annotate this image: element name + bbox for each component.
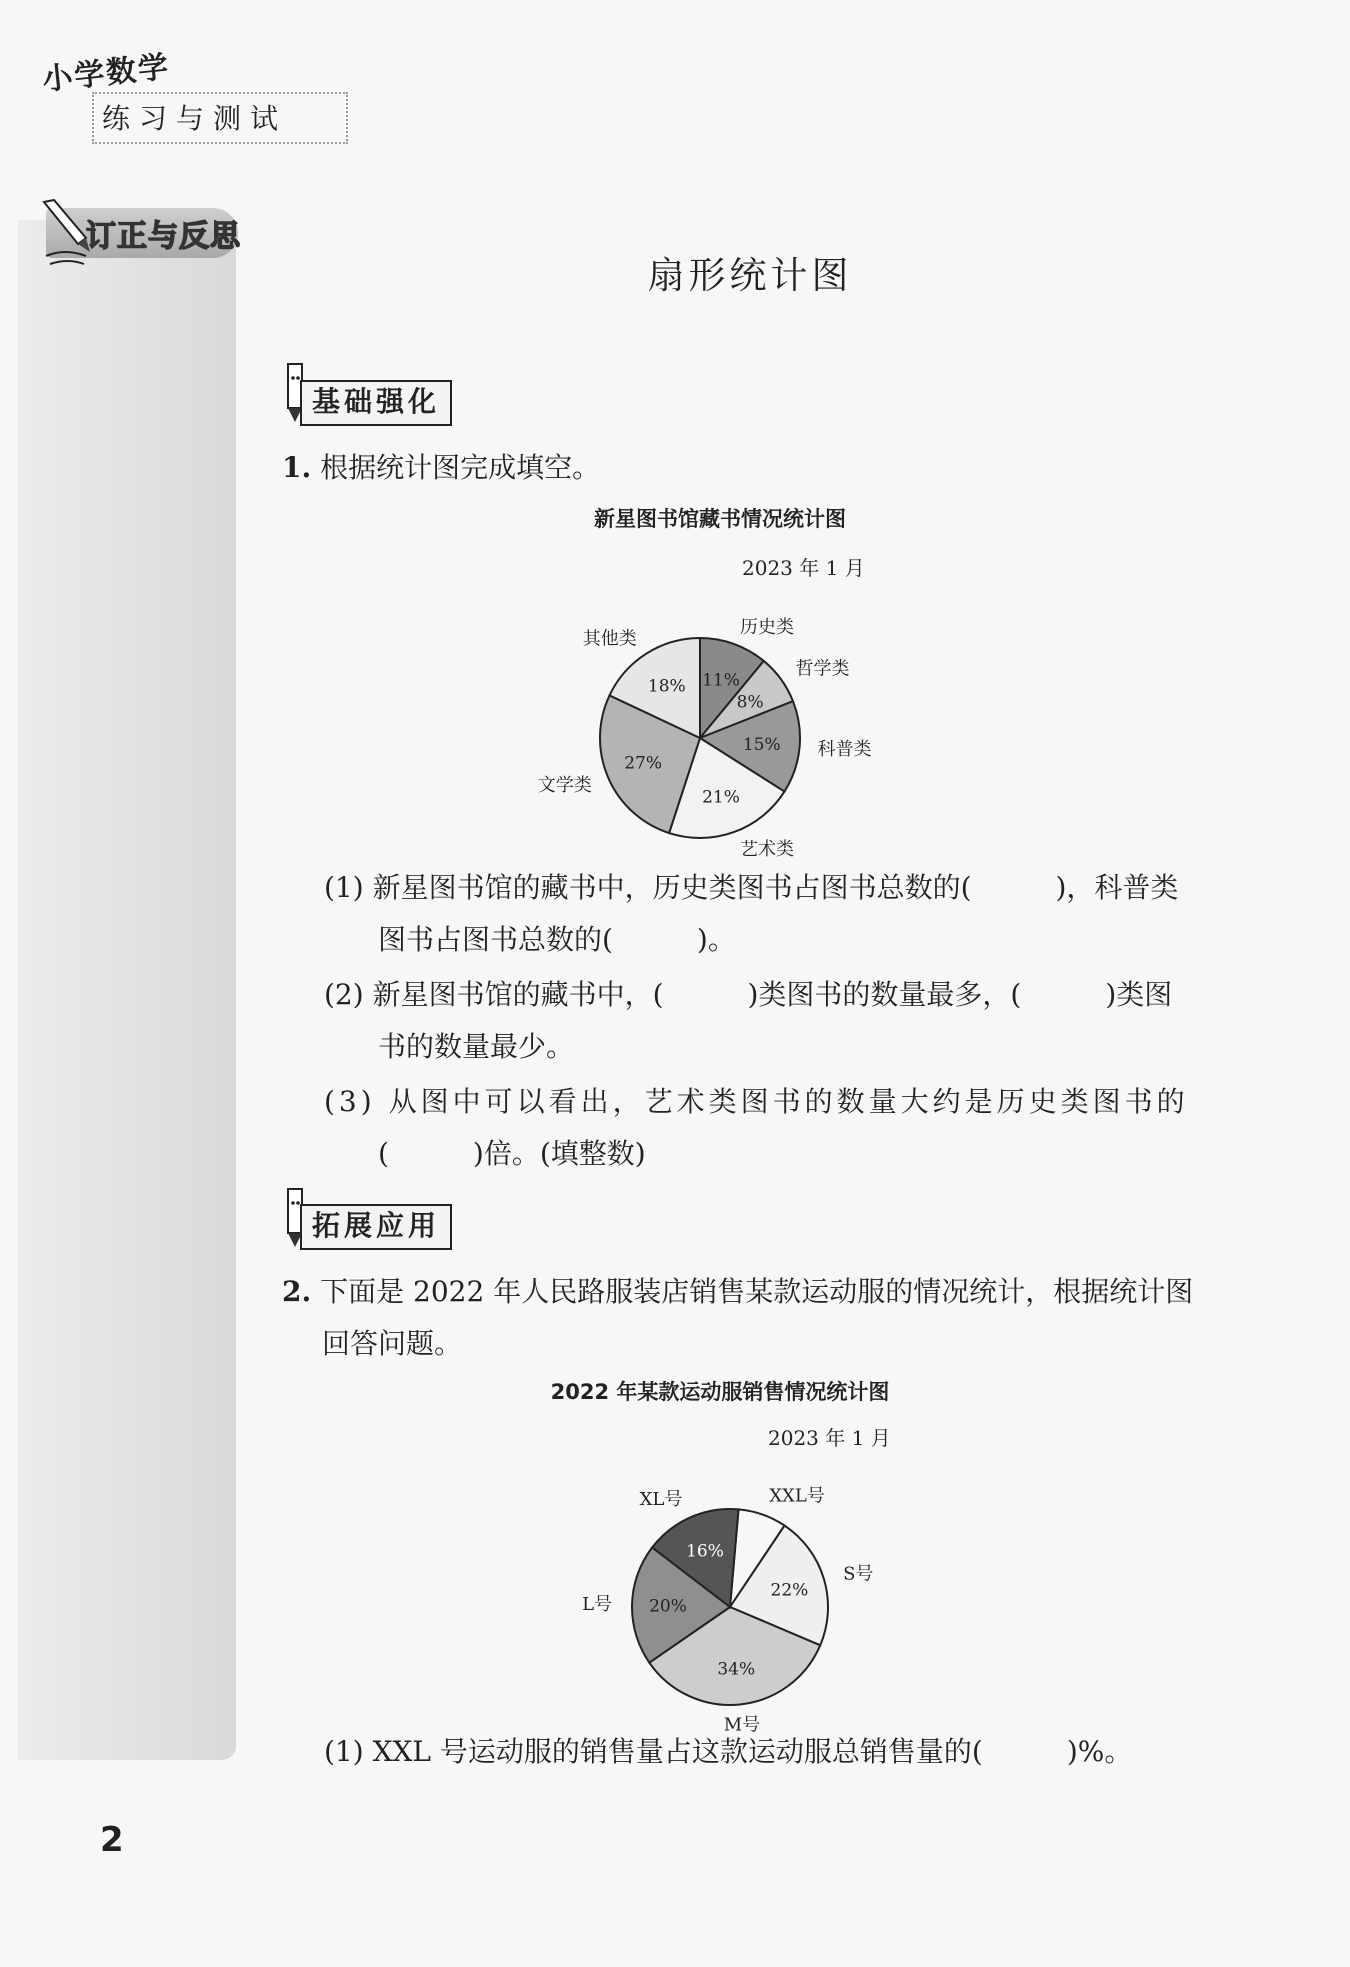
chart-1-category-label-5: 其他类 [582,628,637,650]
chart-1-category-label-4: 文学类 [537,774,592,796]
chart-2-category-label-3: L号 [582,1594,613,1616]
question-1-sub2-line1: (2) 新星图书馆的藏书中，( )类图书的数量最多，( )类图 [324,978,1173,1011]
chart-2-percent-label-1: 22% [770,1580,809,1601]
chart-1-percent-label-1: 8% [736,692,764,713]
book-series-title: 小学数学 [40,49,172,98]
chart-2-category-label-0: XXL号 [769,1485,825,1507]
chart-1-percent-label-0: 11% [702,670,740,691]
chart-2-percent-label-2: 34% [717,1659,756,1680]
chart-1-date: 2023 年 1 月 [742,556,865,580]
page-number: 2 [100,1820,124,1860]
chart-1-percent-label-3: 21% [702,787,740,808]
question-1-sub1-line2: 图书占图书总数的( )。 [378,923,736,956]
question-1-sub1-line1: (1) 新星图书馆的藏书中，历史类图书占图书总数的( )，科普类 [324,871,1179,904]
question-1-sub3-line1: (3) 从图中可以看出，艺术类图书的数量大约是历史类图书的 [324,1085,1189,1118]
question-2-text: 下面是 2022 年人民路服装店销售某款运动服的情况统计，根据统计图 [320,1275,1194,1308]
chart-1-category-label-0: 历史类 [739,616,794,638]
chart-2-title: 2022 年某款运动服销售情况统计图 [550,1380,890,1404]
question-2-number: 2. [282,1275,312,1308]
question-2-prompt-line2: 回答问题。 [322,1327,463,1360]
chart-1-percent-label-4: 27% [624,753,662,774]
page-title: 扇形统计图 [647,254,853,297]
chart-1-title: 新星图书馆藏书情况统计图 [594,507,846,531]
question-1-number: 1. [282,451,312,484]
chart-1-category-label-2: 科普类 [817,739,872,761]
book-title: 练习与测试 [102,102,288,135]
question-1-text: 根据统计图完成填空。 [320,451,601,484]
chart-1-percent-label-5: 18% [647,676,686,697]
chart-2-category-label-1: S号 [843,1563,874,1585]
chart-2-category-label-4: XL号 [639,1489,683,1511]
chart-1-percent-label-2: 15% [742,734,781,755]
chart-2-category-label-2: M号 [723,1714,761,1736]
sidebar-label: 订正与反思 [86,219,241,254]
chart-1-category-label-3: 艺术类 [739,839,794,861]
chart-1-category-label-1: 哲学类 [795,658,850,680]
section-heading-basic: 基础强化 [300,380,452,426]
question-1-sub2-line2: 书的数量最少。 [378,1030,575,1063]
question-2-sub1: (1) XXL 号运动服的销售量占这款运动服总销售量的( )%。 [324,1735,1133,1768]
chart-2-date: 2023 年 1 月 [768,1426,891,1450]
question-1-sub3-line2: ( )倍。(填整数) [378,1137,646,1170]
section-heading-extension: 拓展应用 [300,1204,452,1250]
chart-2-percent-label-4: 16% [686,1541,724,1562]
chart-2-percent-label-3: 20% [649,1596,687,1617]
